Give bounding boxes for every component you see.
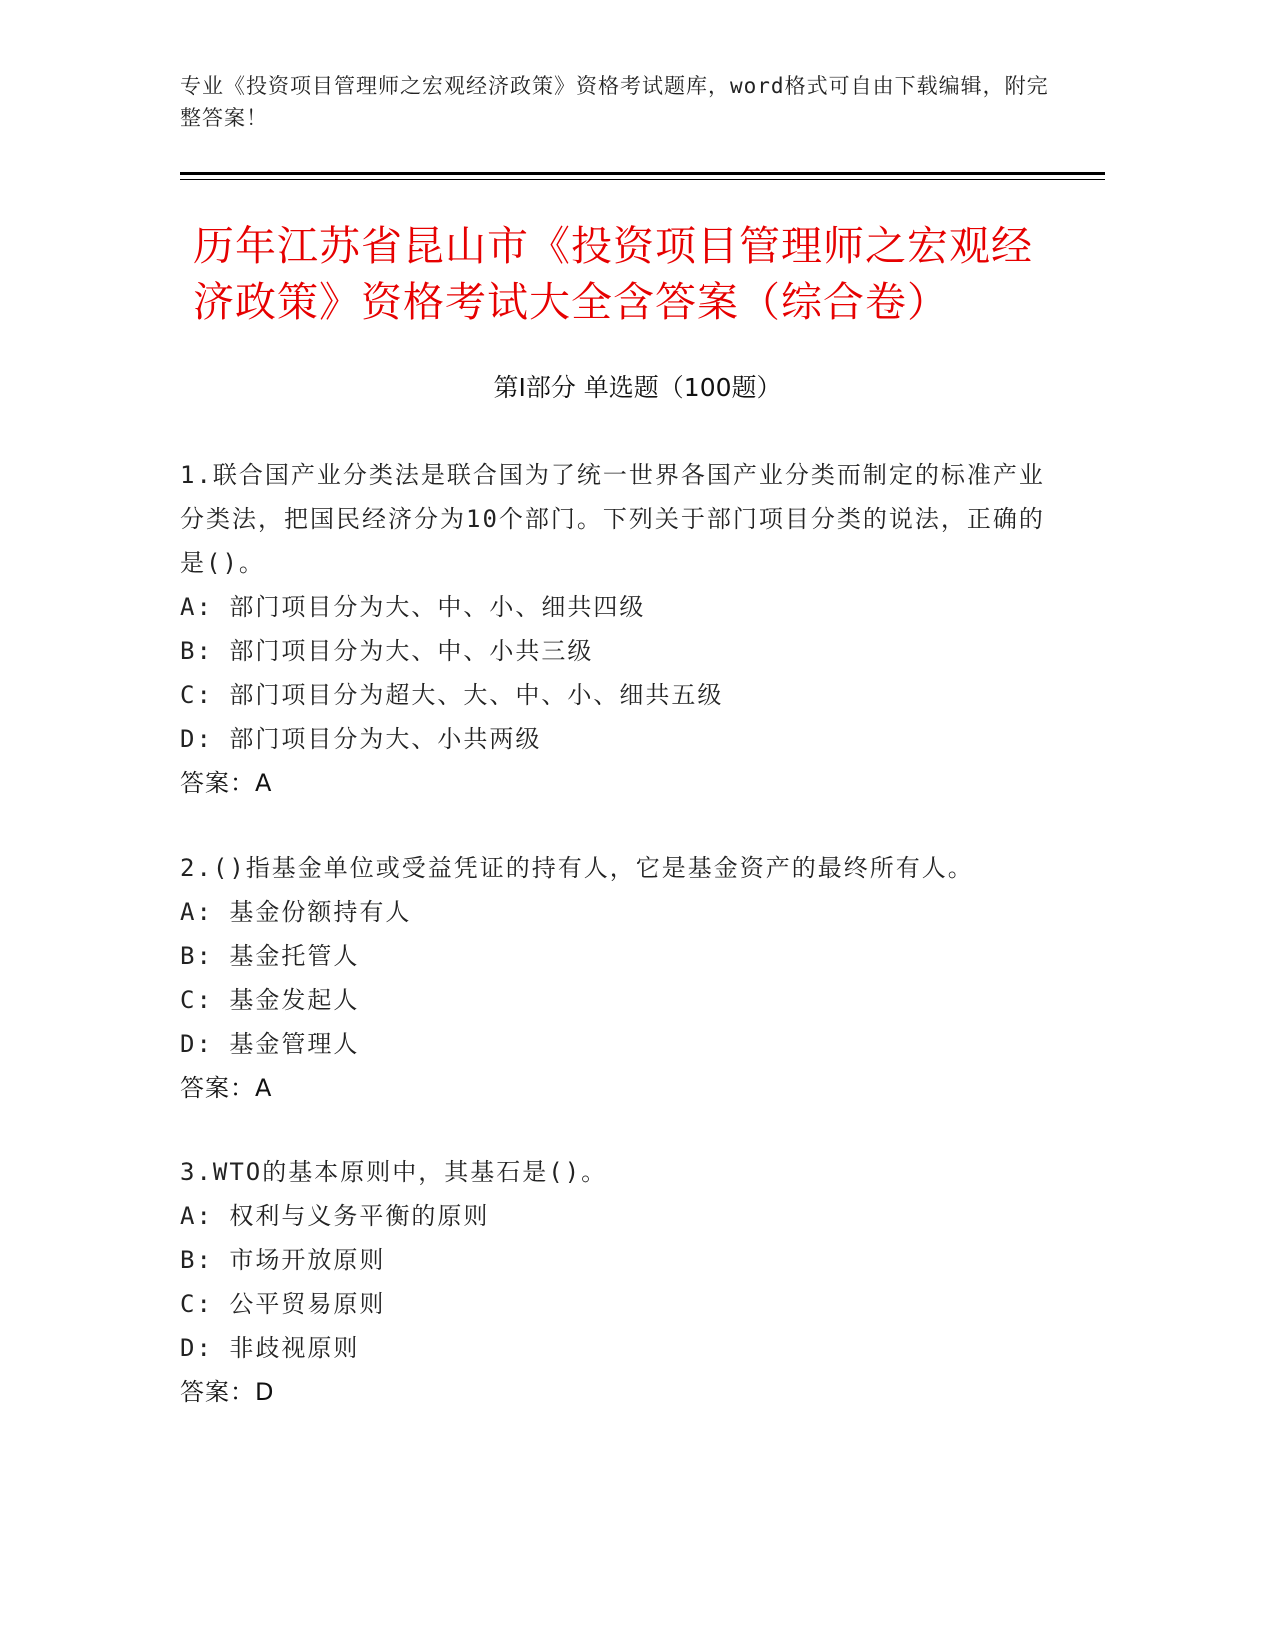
option-c: C: 基金发起人 xyxy=(180,986,360,1014)
header-divider-thick xyxy=(180,172,1105,175)
option-a: A: 基金份额持有人 xyxy=(180,898,412,926)
option-c: C: 部门项目分为超大、大、中、小、细共五级 xyxy=(180,681,724,709)
header-note: 专业《投资项目管理师之宏观经济政策》资格考试题库，word格式可自由下载编辑，附完整答案！ xyxy=(180,74,1049,130)
header-divider-thin xyxy=(180,179,1105,180)
option-d: D: 部门项目分为大、小共两级 xyxy=(180,725,542,753)
question-stem: 1.联合国产业分类法是联合国为了统一世界各国产业分类而制定的标准产业分类法，把国民经济分为10个部门。下列关于部门项目分类的说法，正确的是()。 xyxy=(180,461,1045,577)
question-stem: 2.()指基金单位或受益凭证的持有人，它是基金资产的最终所有人。 xyxy=(180,854,974,882)
option-b: B: 部门项目分为大、中、小共三级 xyxy=(180,637,594,665)
option-b: B: 基金托管人 xyxy=(180,942,360,970)
question-block xyxy=(180,846,1060,1110)
option-a: A: 部门项目分为大、中、小、细共四级 xyxy=(180,593,646,621)
option-b: B: 市场开放原则 xyxy=(180,1246,386,1274)
answer-line: 答案：A xyxy=(180,769,273,797)
question-block xyxy=(180,1150,1060,1414)
option-d: D: 基金管理人 xyxy=(180,1030,360,1058)
option-c: C: 公平贸易原则 xyxy=(180,1290,386,1318)
question-block xyxy=(180,453,1060,805)
question-stem: 3.WTO的基本原则中，其基石是()。 xyxy=(180,1158,608,1186)
document-title: 历年江苏省昆山市《投资项目管理师之宏观经济政策》资格考试大全含答案（综合卷） xyxy=(193,222,1033,326)
answer-line: 答案：A xyxy=(180,1074,273,1102)
option-d: D: 非歧视原则 xyxy=(180,1334,360,1362)
section-title: 第Ⅰ部分 单选题（100题） xyxy=(493,373,782,402)
answer-line: 答案：D xyxy=(180,1378,275,1406)
option-a: A: 权利与义务平衡的原则 xyxy=(180,1202,490,1230)
